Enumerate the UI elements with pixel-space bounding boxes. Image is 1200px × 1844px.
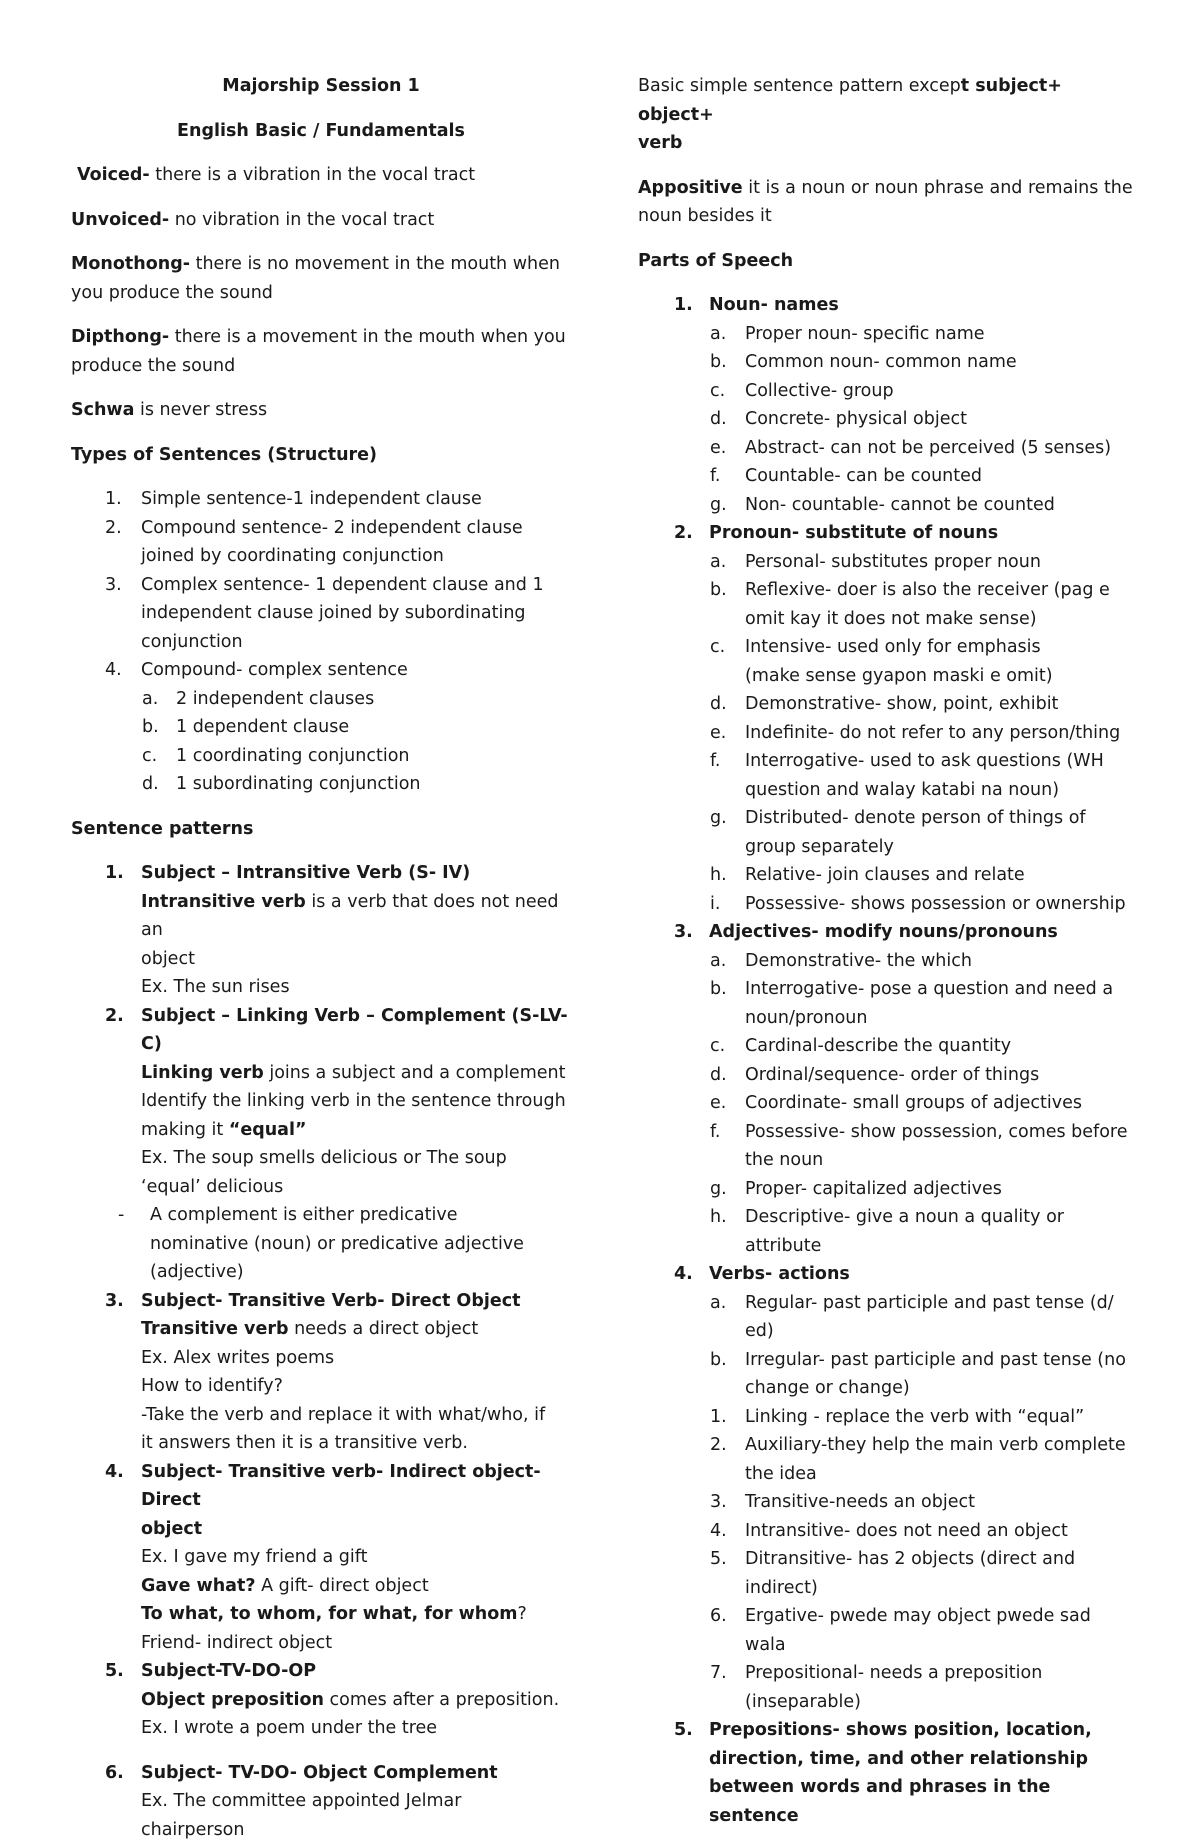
pattern-def: is a verb that does not need an <box>141 892 559 941</box>
verbs-item <box>638 1289 1138 1346</box>
sentence-type-subitem <box>71 685 571 714</box>
item-marker: 1. <box>710 1403 727 1432</box>
item-marker: d. <box>710 690 727 719</box>
pronoun-item <box>638 548 1138 577</box>
item-text: Proper noun- specific name <box>745 320 1138 349</box>
right-column <box>638 72 1138 1830</box>
item-marker: i. <box>710 890 720 919</box>
item-text: omit kay it does not make sense) <box>745 605 1138 634</box>
noun-item <box>638 462 1138 491</box>
pattern-term: Object preposition <box>141 1690 324 1710</box>
item-text: Descriptive- give a noun a quality or <box>745 1203 1138 1232</box>
adjectives-item <box>638 1118 1138 1175</box>
unvoiced-term: Unvoiced- <box>71 210 169 230</box>
adjectives-heading <box>638 918 1138 947</box>
pattern-example: chairperson <box>141 1816 571 1844</box>
item-marker: 3. <box>710 1488 727 1517</box>
appositive-def-cont: noun besides it <box>638 202 1138 231</box>
item-text: Compound- complex sentence <box>141 656 571 685</box>
pattern-question: Gave what? <box>141 1576 256 1596</box>
complement-note-line: A complement is either predicative <box>150 1201 571 1230</box>
pattern-note-bold: “equal” <box>229 1120 307 1140</box>
verbs-section <box>638 1260 1138 1716</box>
noun-item <box>638 377 1138 406</box>
pattern-term: Linking verb <box>141 1063 264 1083</box>
item-letter: b. <box>142 713 159 742</box>
noun-item <box>638 320 1138 349</box>
pattern-heading-cont: object <box>141 1515 571 1544</box>
pattern-def: needs a direct object <box>289 1319 479 1339</box>
adjectives-section <box>638 918 1138 1260</box>
item-text: Possessive- shows possession or ownership <box>745 890 1138 919</box>
item-marker: b. <box>710 348 727 377</box>
monothong-def-1: there is no movement in the mouth when <box>190 254 560 274</box>
item-marker: e. <box>710 1089 726 1118</box>
pattern-note: it answers then it is a transitive verb. <box>141 1429 571 1458</box>
pattern-answer: A gift- direct object <box>256 1576 429 1596</box>
adjectives-item <box>638 1032 1138 1061</box>
item-marker: d. <box>710 1061 727 1090</box>
item-text: Abstract- can not be perceived (5 senses) <box>745 434 1138 463</box>
pattern-example: Ex. Alex writes poems <box>141 1344 571 1373</box>
item-text: Regular- past participle and past tense (d/ <box>745 1289 1138 1318</box>
adjectives-item <box>638 947 1138 976</box>
item-text: indirect) <box>745 1574 1138 1603</box>
item-number: 3. <box>105 571 122 600</box>
verbs-item <box>638 1403 1138 1432</box>
item-text: (inseparable) <box>745 1688 1138 1717</box>
voiced-def: there is a vibration in the vocal tract <box>150 165 475 185</box>
pattern-heading: Subject-TV-DO-OP <box>141 1657 571 1686</box>
item-marker: e. <box>710 434 726 463</box>
item-text: Distributed- denote person of things of <box>745 804 1138 833</box>
verbs-item <box>638 1602 1138 1659</box>
item-marker: b. <box>710 975 727 1004</box>
item-text: Coordinate- small groups of adjectives <box>745 1089 1138 1118</box>
types-list <box>71 485 571 685</box>
verbs-item <box>638 1488 1138 1517</box>
item-text: Demonstrative- the which <box>745 947 1138 976</box>
sentence-type-item <box>71 485 571 514</box>
pattern-heading: Subject – Intransitive Verb (S- IV) <box>141 859 571 888</box>
schwa-def: is never stress <box>134 400 267 420</box>
item-letter: c. <box>142 742 157 771</box>
item-text: wala <box>745 1631 1138 1660</box>
item-text: noun/pronoun <box>745 1004 1138 1033</box>
pattern-term: Intransitive verb <box>141 892 306 912</box>
pattern-5 <box>71 1657 571 1743</box>
item-marker: a. <box>710 548 726 577</box>
pronoun-item <box>638 719 1138 748</box>
sentence-type-item <box>71 571 571 657</box>
item-text: Simple sentence-1 independent clause <box>141 485 571 514</box>
verbs-item <box>638 1545 1138 1602</box>
item-text: attribute <box>745 1232 1138 1261</box>
section-heading: Noun- names <box>709 291 1138 320</box>
basic-note-text: Basic simple sentence pattern excep <box>638 76 961 96</box>
item-text: Common noun- common name <box>745 348 1138 377</box>
adjectives-item <box>638 1175 1138 1204</box>
item-marker: 6. <box>710 1602 727 1631</box>
noun-item <box>638 405 1138 434</box>
pattern-heading: Subject – Linking Verb – Complement (S-LV- C) <box>141 1002 571 1059</box>
pattern-example: ‘equal’ delicious <box>141 1173 571 1202</box>
voiced-term: Voiced- <box>77 165 150 185</box>
monothong-def-2: you produce the sound <box>71 279 571 308</box>
item-text: Collective- group <box>745 377 1138 406</box>
appositive-definition <box>638 174 1138 231</box>
document-title: Majorship Session 1 <box>71 72 571 101</box>
item-marker: 4. <box>710 1517 727 1546</box>
complement-note-line: nominative (noun) or predicative adjective <box>150 1230 571 1259</box>
pattern-example: Ex. I gave my friend a gift <box>141 1543 571 1572</box>
item-text: conjunction <box>141 628 571 657</box>
pattern-term: Transitive verb <box>141 1319 289 1339</box>
section-number: 4. <box>674 1260 693 1289</box>
pattern-example: Ex. The committee appointed Jelmar <box>141 1787 571 1816</box>
item-text: joined by coordinating conjunction <box>141 542 571 571</box>
item-text: Ordinal/sequence- order of things <box>745 1061 1138 1090</box>
item-text: Intransitive- does not need an object <box>745 1517 1138 1546</box>
noun-item <box>638 348 1138 377</box>
adjectives-item <box>638 1203 1138 1260</box>
pattern-def: joins a subject and a complement <box>264 1063 566 1083</box>
item-text: Personal- substitutes proper noun <box>745 548 1138 577</box>
item-text: Linking - replace the verb with “equal” <box>745 1403 1138 1432</box>
item-marker: g. <box>710 491 727 520</box>
basic-pattern-note <box>638 72 1138 158</box>
item-number: 2. <box>105 514 122 543</box>
noun-item <box>638 491 1138 520</box>
item-text: 1 coordinating conjunction <box>176 742 571 771</box>
dipthong-definition <box>71 323 571 380</box>
item-text: independent clause joined by subordinating <box>141 599 571 628</box>
pattern-answer: ? <box>518 1604 527 1624</box>
left-column <box>71 72 571 1844</box>
item-text: Ergative- pwede may object pwede sad <box>745 1602 1138 1631</box>
item-marker: c. <box>710 377 725 406</box>
item-text: ed) <box>745 1317 1138 1346</box>
noun-heading <box>638 291 1138 320</box>
item-text: the idea <box>745 1460 1138 1489</box>
voiced-definition <box>71 161 571 190</box>
section-heading: Verbs- actions <box>709 1260 1138 1289</box>
pattern-def: comes after a preposition. <box>324 1690 559 1710</box>
pronoun-item <box>638 747 1138 804</box>
complement-note-line: (adjective) <box>150 1258 571 1287</box>
item-number: 1. <box>105 485 122 514</box>
item-marker: b. <box>710 1346 727 1375</box>
item-marker: h. <box>710 1203 727 1232</box>
item-text: 1 dependent clause <box>176 713 571 742</box>
item-letter: d. <box>142 770 159 799</box>
monothong-definition <box>71 250 571 307</box>
noun-item <box>638 434 1138 463</box>
item-marker: 7. <box>710 1659 727 1688</box>
pronoun-item <box>638 633 1138 690</box>
sentence-type-subitem <box>71 770 571 799</box>
section-heading: Adjectives- modify nouns/pronouns <box>709 918 1138 947</box>
pattern-example: Ex. I wrote a poem under the tree <box>141 1714 571 1743</box>
pattern-number: 1. <box>105 859 124 888</box>
item-text: 2 independent clauses <box>176 685 571 714</box>
item-text: question and walay katabi na noun) <box>745 776 1138 805</box>
prepositions-line: Prepositions- shows position, location, <box>709 1716 1138 1745</box>
item-text: Complex sentence- 1 dependent clause and 1 <box>141 571 571 600</box>
pattern-number: 5. <box>105 1657 124 1686</box>
item-marker: a. <box>710 947 726 976</box>
section-number: 2. <box>674 519 693 548</box>
pattern-note: Identify the linking verb in the sentence through <box>141 1087 571 1116</box>
complement-note <box>0 1201 571 1287</box>
item-text: Proper- capitalized adjectives <box>745 1175 1138 1204</box>
item-marker: a. <box>710 1289 726 1318</box>
item-marker: g. <box>710 804 727 833</box>
adjectives-item <box>638 1089 1138 1118</box>
dipthong-term: Dipthong- <box>71 327 169 347</box>
item-text: the noun <box>745 1146 1138 1175</box>
schwa-definition <box>71 396 571 425</box>
prepositions-line: between words and phrases in the sentence <box>709 1773 1138 1830</box>
item-marker: f. <box>710 1118 720 1147</box>
item-marker: h. <box>710 861 727 890</box>
pronoun-item <box>638 861 1138 890</box>
dipthong-def-1: there is a movement in the mouth when you <box>169 327 566 347</box>
pattern-heading: Subject- Transitive verb- Indirect object- Direct <box>141 1458 571 1515</box>
unvoiced-definition <box>71 206 571 235</box>
pattern-number: 3. <box>105 1287 124 1316</box>
pattern-number: 6. <box>105 1759 124 1788</box>
parts-of-speech-heading: Parts of Speech <box>638 247 1138 276</box>
monothong-term: Monothong- <box>71 254 190 274</box>
item-marker: 5. <box>710 1545 727 1574</box>
item-text: Ditransitive- has 2 objects (direct and <box>745 1545 1138 1574</box>
item-text: Countable- can be counted <box>745 462 1138 491</box>
section-number: 5. <box>674 1716 693 1745</box>
item-text: Irregular- past participle and past tense (no <box>745 1346 1138 1375</box>
item-marker: b. <box>710 576 727 605</box>
verbs-item <box>638 1346 1138 1403</box>
dipthong-def-2: produce the sound <box>71 352 571 381</box>
pattern-note: -Take the verb and replace it with what/who, if <box>141 1401 571 1430</box>
basic-note-bold: t subject+ object+ <box>638 76 1062 125</box>
pronoun-item <box>638 690 1138 719</box>
sentence-type-subitem <box>71 713 571 742</box>
item-marker: f. <box>710 747 720 776</box>
pattern-question: To what, to whom, for what, for whom <box>141 1604 518 1624</box>
item-text: Reflexive- doer is also the receiver (pag e <box>745 576 1138 605</box>
pattern-example: Ex. The sun rises <box>141 973 571 1002</box>
appositive-def: it is a noun or noun phrase and remains the <box>743 178 1133 198</box>
item-text: Interrogative- pose a question and need a <box>745 975 1138 1004</box>
appositive-term: Appositive <box>638 178 743 198</box>
item-text: Intensive- used only for emphasis <box>745 633 1138 662</box>
item-text: Auxiliary-they help the main verb complete <box>745 1431 1138 1460</box>
pattern-2 <box>71 1002 571 1202</box>
section-heading: Pronoun- substitute of nouns <box>709 519 1138 548</box>
item-text: group separately <box>745 833 1138 862</box>
item-letter: a. <box>142 685 158 714</box>
document-subtitle: English Basic / Fundamentals <box>71 117 571 146</box>
unvoiced-def: no vibration in the vocal tract <box>169 210 434 230</box>
item-text: Concrete- physical object <box>745 405 1138 434</box>
schwa-term: Schwa <box>71 400 134 420</box>
item-marker: d. <box>710 405 727 434</box>
item-text: Interrogative- used to ask questions (WH <box>745 747 1138 776</box>
sentence-type-item <box>71 514 571 571</box>
item-text: Cardinal-describe the quantity <box>745 1032 1138 1061</box>
noun-section <box>638 291 1138 519</box>
verbs-item <box>638 1659 1138 1716</box>
pattern-3 <box>71 1287 571 1458</box>
item-text: Transitive-needs an object <box>745 1488 1138 1517</box>
verbs-item <box>638 1517 1138 1546</box>
item-number: 4. <box>105 656 122 685</box>
item-text: Compound sentence- 2 independent clause <box>141 514 571 543</box>
item-marker: e. <box>710 719 726 748</box>
pronoun-section <box>638 519 1138 918</box>
pattern-note: making it <box>141 1120 229 1140</box>
section-number: 1. <box>674 291 693 320</box>
pattern-note: How to identify? <box>141 1372 571 1401</box>
dash-bullet: - <box>118 1201 124 1230</box>
item-marker: 2. <box>710 1431 727 1460</box>
pattern-1 <box>71 859 571 1002</box>
item-text: Relative- join clauses and relate <box>745 861 1138 890</box>
pattern-number: 4. <box>105 1458 124 1487</box>
item-text: Indefinite- do not refer to any person/thing <box>745 719 1138 748</box>
adjectives-item <box>638 975 1138 1032</box>
pattern-number: 2. <box>105 1002 124 1031</box>
pronoun-item <box>638 576 1138 633</box>
sentence-type-subitem <box>71 742 571 771</box>
pronoun-item <box>638 890 1138 919</box>
section-number: 3. <box>674 918 693 947</box>
pattern-example: Ex. The soup smells delicious or The soup <box>141 1144 571 1173</box>
item-marker: f. <box>710 462 720 491</box>
types-sublist <box>71 685 571 799</box>
item-text: Demonstrative- show, point, exhibit <box>745 690 1138 719</box>
item-marker: c. <box>710 1032 725 1061</box>
basic-note-bold-cont: verb <box>638 129 1138 158</box>
prepositions-line: direction, time, and other relationship <box>709 1745 1138 1774</box>
item-text: Prepositional- needs a preposition <box>745 1659 1138 1688</box>
prepositions-section <box>638 1716 1138 1830</box>
item-marker: c. <box>710 633 725 662</box>
pattern-heading: Subject- TV-DO- Object Complement <box>141 1759 571 1788</box>
pronoun-item <box>638 804 1138 861</box>
item-text: (make sense gyapon maski e omit) <box>745 662 1138 691</box>
pattern-def-cont: object <box>141 945 571 974</box>
item-text: 1 subordinating conjunction <box>176 770 571 799</box>
pattern-4 <box>71 1458 571 1658</box>
pattern-heading: Subject- Transitive Verb- Direct Object <box>141 1287 571 1316</box>
pronoun-heading <box>638 519 1138 548</box>
pattern-answer: Friend- indirect object <box>141 1629 571 1658</box>
item-text: Possessive- show possession, comes before <box>745 1118 1138 1147</box>
item-text: Non- countable- cannot be counted <box>745 491 1138 520</box>
types-heading: Types of Sentences (Structure) <box>71 441 571 470</box>
verbs-heading <box>638 1260 1138 1289</box>
item-marker: a. <box>710 320 726 349</box>
item-text: change or change) <box>745 1374 1138 1403</box>
verbs-item <box>638 1431 1138 1488</box>
item-marker: g. <box>710 1175 727 1204</box>
sentence-type-item <box>71 656 571 685</box>
adjectives-item <box>638 1061 1138 1090</box>
patterns-heading: Sentence patterns <box>71 815 571 844</box>
pattern-6 <box>71 1759 571 1844</box>
